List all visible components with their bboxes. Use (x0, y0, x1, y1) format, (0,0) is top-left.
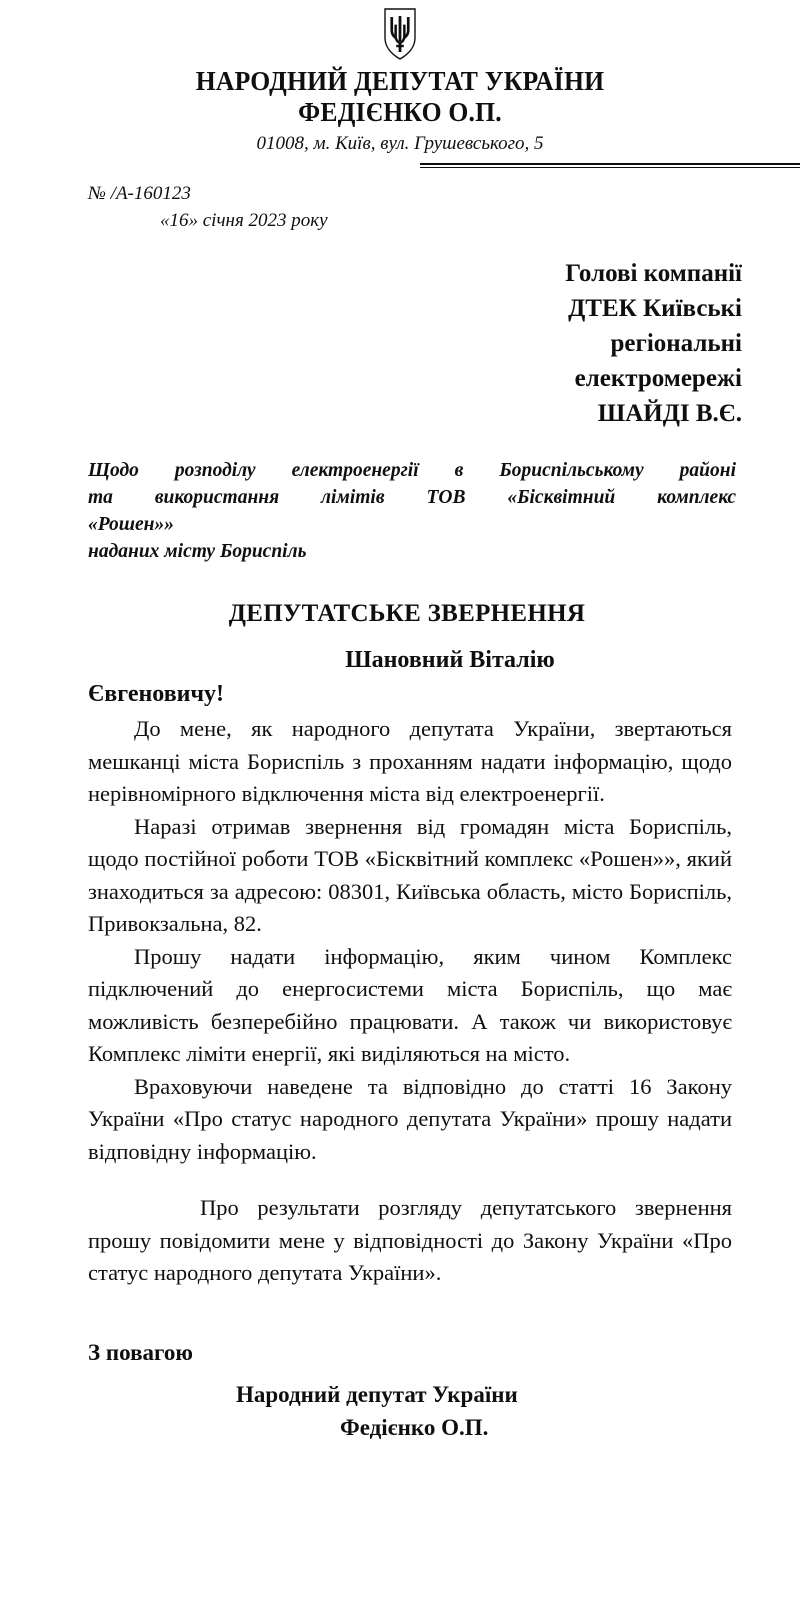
subject-line-4: наданих місту Бориспіль (88, 541, 307, 562)
ukrainian-trident-emblem-icon (383, 8, 417, 60)
reference-date: «16» січня 2023 року (160, 210, 328, 231)
addressee-block (0, 256, 800, 431)
signature-block (88, 1336, 736, 1444)
reference-number: № /А-160123 (88, 183, 191, 204)
subject-block (88, 457, 736, 565)
signature-regards: З повагою (88, 1339, 193, 1365)
body-paragraph: До мене, як народного депутата України, звертаються мешканці міста Бориспіль з проханням надати інформацію, щодо нерівномірного відключення міста від електроенергії. (88, 716, 732, 806)
addressee-line: електромережі (574, 365, 742, 392)
letterhead (0, 0, 800, 156)
subject-line-1: Щодо розподілу електроенергії в Бориспільському районі (88, 460, 736, 481)
letterhead-address: 01008, м. Київ, вул. Грушевського, 5 (256, 133, 544, 154)
signature-role: Народний депутат України (236, 1381, 518, 1407)
addressee-line: ШАЙДІ В.Є. (597, 400, 742, 427)
addressee-line: Голові компанії (565, 260, 742, 287)
signature-name: Федієнко О.П. (340, 1414, 489, 1440)
greeting-line-2: Євгеновичу! (88, 681, 225, 707)
letterhead-divider (420, 163, 800, 169)
letterhead-title-line2: ФЕДІЄНКО О.П. (298, 97, 502, 127)
addressee-line: ДТЕК Київські (568, 295, 742, 322)
addressee-line: регіональні (610, 330, 742, 357)
letter-body (88, 713, 732, 1290)
document-title: ДЕПУТАТСЬКЕ ЗВЕРНЕННЯ (228, 600, 586, 627)
greeting-line-1: Шановний Віталію (345, 647, 555, 673)
subject-line-3: «Рошен»» (88, 514, 174, 535)
body-paragraph: Враховуючи наведене та відповідно до статті 16 Закону України «Про статус народного депутата України» прошу надати відповідну інформацію. (88, 1073, 732, 1164)
body-paragraph: Прошу надати інформацію, яким чином Комплекс підключений до енергосистеми міста Бориспіль, що має можливість безперебійно працювати. А також чи використовує Комплекс ліміти енергії, які виділяються на місто. (88, 943, 732, 1066)
greeting-block (88, 643, 736, 711)
reference-block (0, 180, 800, 234)
letterhead-title-line1: НАРОДНИЙ ДЕПУТАТ УКРАЇНИ (195, 66, 605, 96)
subject-line-2: та використання лімітів ТОВ «Бісквітний комплекс (88, 487, 736, 508)
body-paragraph: Про результати розгляду депутатського звернення прошу повідомити мене у відповідності до Закону України «Про статус народного депутата України». (88, 1195, 732, 1285)
body-paragraph: Наразі отримав звернення від громадян міста Бориспіль, щодо постійної роботи ТОВ «Бісквітний комплекс «Рошен»», який знаходиться за адресою: 08301, Київська область, місто Бориспіль, Привокзальна, 82. (88, 813, 732, 936)
